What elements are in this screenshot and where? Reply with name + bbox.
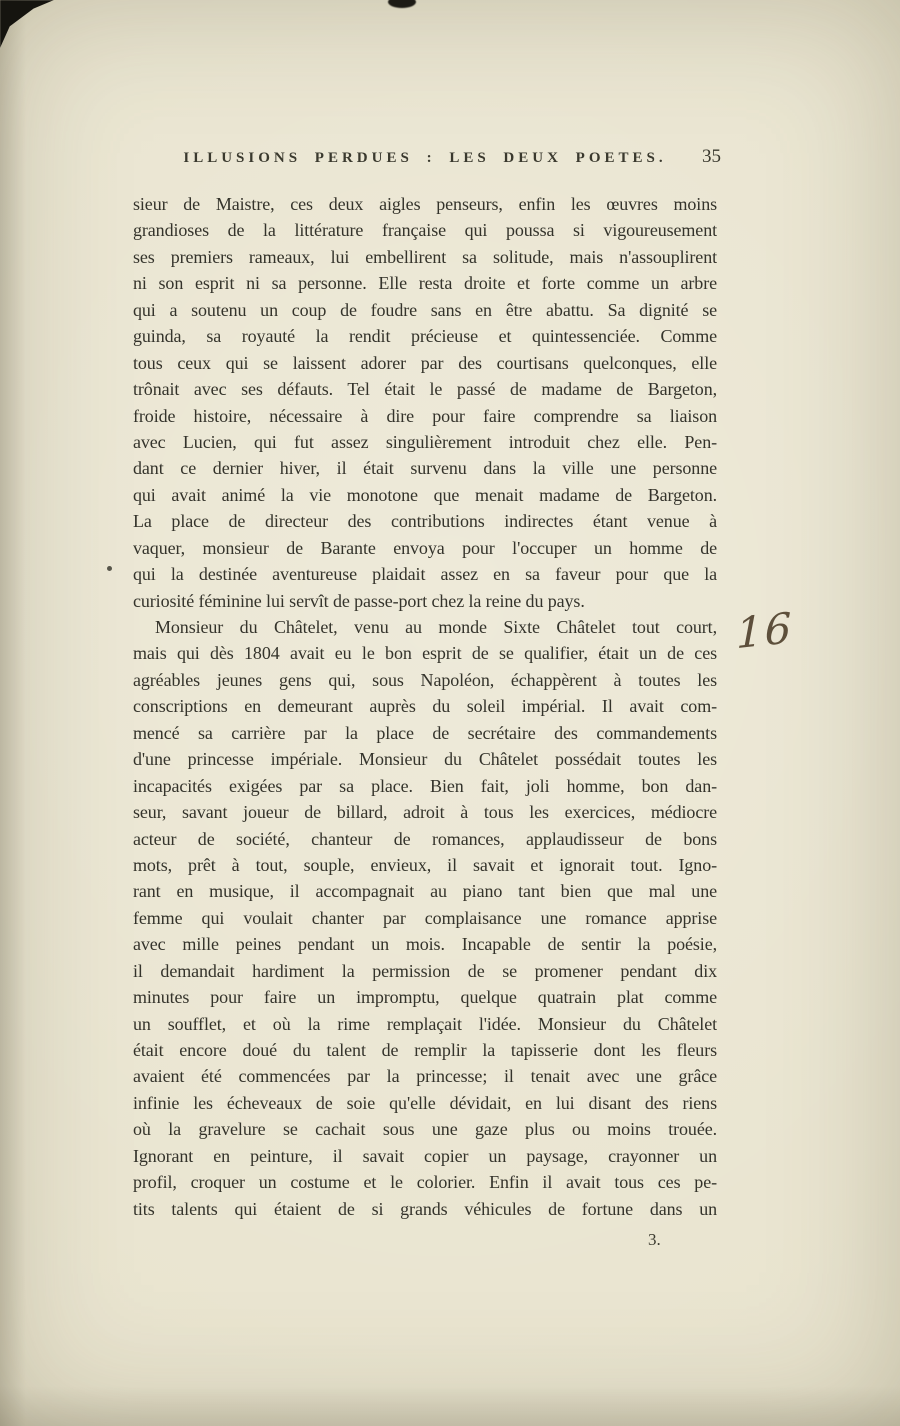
text-line: profil, croquer un costume et le colorier. Enfin il avait tous ces pe- [133, 1172, 717, 1193]
text-line: femme qui voulait chanter par complaisance une romance apprise [133, 907, 717, 928]
scan-artifact-corner-blob [0, 0, 54, 48]
text-line: avaient été commencées par la princesse; il tenait avec une grâce [133, 1066, 717, 1087]
scan-artifact-margin-speck [107, 566, 112, 571]
scan-edge-shading-left [0, 0, 26, 1426]
text-line: vaquer, monsieur de Barante envoya pour l'occuper un homme de [133, 537, 717, 558]
text-line: qui a soutenu un coup de foudre sans en être abattu. Sa dignité se [133, 299, 717, 320]
text-line: seur, savant joueur de billard, adroit à tous les exercices, médiocre [133, 802, 717, 823]
text-line: incapacités exigées par sa place. Bien fait, joli homme, bon dan- [133, 775, 717, 796]
text-line: agréables jeunes gens qui, sous Napoléon, échappèrent à toutes les [133, 669, 717, 690]
text-line: mencé sa carrière par la place de secrétaire des commandements [133, 722, 717, 743]
page-header [133, 146, 721, 174]
text-line: mots, prêt à tout, souple, envieux, il savait et ignorait tout. Igno- [133, 854, 717, 875]
text-line: un soufflet, et où la rime remplaçait l'idée. Monsieur du Châtelet [133, 1013, 717, 1034]
text-line: tits talents qui étaient de si grands véhicules de fortune dans un [133, 1198, 717, 1219]
text-line: conscriptions en demeurant auprès du soleil impérial. Il avait com- [133, 696, 717, 717]
text-line: était encore doué du talent de remplir la tapisserie dont les fleurs [133, 1040, 717, 1060]
text-line: qui la destinée aventureuse plaidait assez en sa faveur pour que la [133, 564, 717, 585]
text-line: Ignorant en peinture, il savait copier un paysage, crayonner un [133, 1145, 717, 1166]
page-number: 35 [702, 146, 721, 167]
text-line: avec Lucien, qui fut assez singulièrement introduit chez elle. Pen- [133, 431, 717, 452]
signature-mark: 3. [648, 1230, 661, 1249]
text-line: acteur de société, chanteur de romances, applaudisseur de bons [133, 828, 717, 849]
text-line: il demandait hardiment la permission de se promener pendant dix [133, 960, 717, 981]
text-line: ses premiers rameaux, lui embellirent sa solitude, mais n'assouplirent [133, 246, 717, 267]
running-title: ILLUSIONS PERDUES : LES DEUX POETES. [183, 150, 667, 166]
text-line: où la gravelure se cachait sous une gaze plus ou moins trouée. [133, 1119, 717, 1140]
scan-edge-shading-bottom [0, 1386, 900, 1426]
text-line: ni son esprit ni sa personne. Elle resta droite et forte comme un arbre [133, 273, 717, 294]
text-block [133, 191, 717, 1222]
text-line: tous ceux qui se laissent adorer par des courtisans quelconques, elle [133, 352, 717, 373]
scan-artifact-top-spot [388, 0, 416, 8]
text-line: La place de directeur des contributions indirectes étant venue à [133, 511, 717, 532]
text-line: rant en musique, il accompagnait au piano tant bien que mal une [133, 881, 717, 902]
text-line: mais qui dès 1804 avait eu le bon esprit de se qualifier, était un de ces [133, 643, 717, 664]
text-line: minutes pour faire un impromptu, quelque quatrain plat comme [133, 987, 717, 1008]
text-line: qui avait animé la vie monotone que menait madame de Bargeton. [133, 484, 717, 505]
text-line: Monsieur du Châtelet, venu au monde Sixte Châtelet tout court, [155, 617, 717, 637]
text-line: sieur de Maistre, ces deux aigles penseurs, enfin les œuvres moins [133, 194, 717, 214]
text-line: infinie les écheveaux de soie qu'elle dévidait, en lui disant des riens [133, 1092, 717, 1113]
text-line: guinda, sa royauté la rendit précieuse et quintessenciée. Comme [133, 326, 717, 347]
text-line: dant ce dernier hiver, il était survenu dans la ville une personne [133, 458, 717, 479]
text-line: d'une princesse impériale. Monsieur du Châtelet possédait toutes les [133, 749, 717, 770]
text-line: curiosité féminine lui servît de passe-port chez la reine du pays. [133, 590, 585, 611]
text-line: trônait avec ses défauts. Tel était le passé de madame de Bargeton, [133, 379, 717, 400]
text-line: froide histoire, nécessaire à dire pour faire comprendre sa liaison [133, 405, 717, 426]
text-line: avec mille peines pendant un mois. Incapable de sentir la poésie, [133, 934, 717, 955]
handwritten-margin-annotation: 16 [736, 602, 794, 659]
text-line: grandioses de la littérature française qui poussa si vigoureusement [133, 220, 717, 241]
